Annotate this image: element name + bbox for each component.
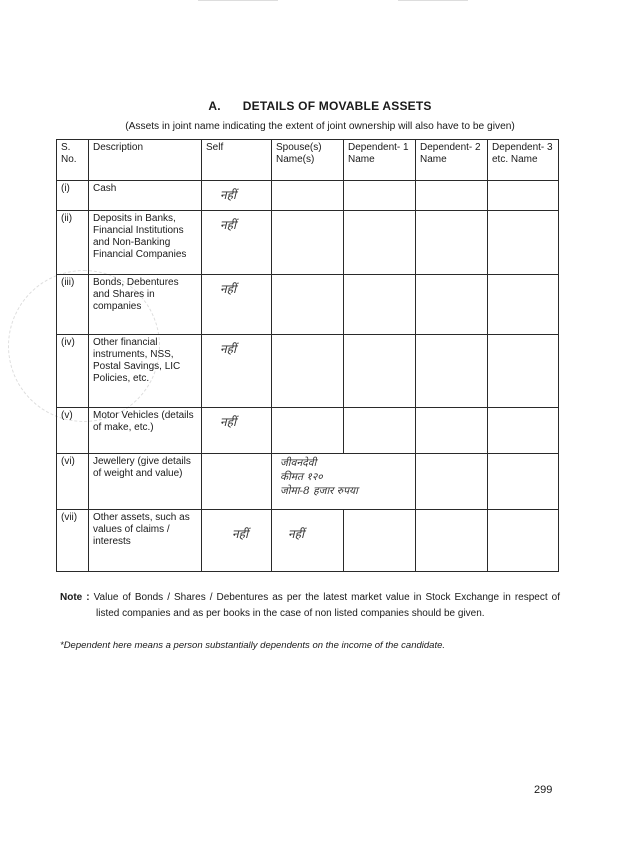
- dependent-2-cell: [416, 408, 488, 454]
- self-cell: [202, 454, 272, 510]
- handwritten-entry: नहीं: [220, 282, 237, 296]
- section-heading: DETAILS OF MOVABLE ASSETS: [242, 99, 432, 113]
- page-number: 299: [534, 784, 553, 796]
- spouse-cell: [272, 181, 344, 211]
- row-number: (ii): [57, 211, 89, 275]
- row-number: (v): [57, 408, 89, 454]
- handwritten-entry: नहीं: [220, 188, 237, 202]
- dependent-3-cell: [488, 335, 559, 408]
- column-header: Dependent- 3 etc. Name: [488, 140, 559, 181]
- dependent-3-cell: [488, 275, 559, 335]
- self-cell: [202, 408, 272, 454]
- dependent-3-cell: [488, 454, 559, 510]
- section-subtitle: (Assets in joint name indicating the extent of joint ownership will also have to be given): [125, 121, 515, 132]
- column-header: Dependent- 1 Name: [344, 140, 416, 181]
- column-header: Spouse(s) Name(s): [272, 140, 344, 181]
- dependent-2-cell: [416, 510, 488, 572]
- scan-artifact: [398, 0, 468, 7]
- self-cell: [202, 510, 272, 572]
- row-number: (vi): [57, 454, 89, 510]
- dependent-2-cell: [416, 181, 488, 211]
- column-header: Dependent- 2 Name: [416, 140, 488, 181]
- table-row: [57, 181, 559, 211]
- table-row: [57, 408, 559, 454]
- row-number: (i): [57, 181, 89, 211]
- handwritten-entry: नहीं: [232, 527, 249, 541]
- table-row: [57, 335, 559, 408]
- row-number: (vii): [57, 510, 89, 572]
- dependent-2-cell: [416, 275, 488, 335]
- dependent-1-cell: [344, 181, 416, 211]
- handwritten-entry: नहीं: [288, 527, 305, 541]
- dependent-1-cell: [344, 211, 416, 275]
- handwritten-entry: नहीं: [220, 342, 237, 356]
- scan-artifact: [198, 0, 278, 7]
- dependent-3-cell: [488, 181, 559, 211]
- note-label: Note :: [60, 592, 90, 603]
- self-cell: [202, 211, 272, 275]
- handwritten-entry: जीवनदेवी कीमत १२० जोमा-8 हजार रुपया: [280, 457, 358, 497]
- table-row: [57, 454, 559, 510]
- spouse-cell: [272, 335, 344, 408]
- dependent-1-cell: [344, 408, 416, 454]
- dependent-1-cell: [344, 275, 416, 335]
- column-header: Self: [202, 140, 272, 181]
- spouse-cell: [272, 510, 344, 572]
- row-description: Cash: [89, 181, 202, 211]
- table-row: [57, 275, 559, 335]
- row-description: Deposits in Banks, Financial Institutions and Non-Banking Financial Companies: [89, 211, 202, 275]
- dependent-3-cell: [488, 510, 559, 572]
- row-description: Bonds, Debentures and Shares in companies: [89, 275, 202, 335]
- table-row: [57, 211, 559, 275]
- dependent-2-cell: [416, 335, 488, 408]
- dependent-2-cell: [416, 211, 488, 275]
- section-number: A.: [208, 99, 221, 113]
- section-title: [0, 99, 640, 113]
- row-description: Other assets, such as values of claims / interests: [89, 510, 202, 572]
- row-description: Motor Vehicles (details of make, etc.): [89, 408, 202, 454]
- table-header-row: [57, 140, 559, 181]
- handwritten-entry: नहीं: [220, 415, 237, 429]
- note-text: Value of Bonds / Shares / Debentures as per the latest market value in Stock Exchange in respect of listed companies and as per books in the case of non listed companies should be given.: [93, 592, 560, 619]
- row-description: Other financial instruments, NSS, Postal Savings, LIC Policies, etc.: [89, 335, 202, 408]
- self-cell: [202, 335, 272, 408]
- row-number: (iv): [57, 335, 89, 408]
- handwritten-entry: नहीं: [220, 218, 237, 232]
- dependent-1-cell: [344, 335, 416, 408]
- self-cell: [202, 181, 272, 211]
- column-header: Description: [89, 140, 202, 181]
- dependent-3-cell: [488, 211, 559, 275]
- self-cell: [202, 275, 272, 335]
- spouse-cell: [272, 454, 416, 510]
- table-row: [57, 510, 559, 572]
- movable-assets-table: [56, 139, 559, 572]
- row-description: Jewellery (give details of weight and value): [89, 454, 202, 510]
- dependent-3-cell: [488, 408, 559, 454]
- row-number: (iii): [57, 275, 89, 335]
- dependent-1-cell: [344, 510, 416, 572]
- spouse-cell: [272, 211, 344, 275]
- column-header: S. No.: [57, 140, 89, 181]
- dependent-2-cell: [416, 454, 488, 510]
- valuation-note: [60, 590, 560, 622]
- spouse-cell: [272, 408, 344, 454]
- spouse-cell: [272, 275, 344, 335]
- dependent-footnote: *Dependent here means a person substantially dependents on the income of the candidate.: [60, 640, 446, 651]
